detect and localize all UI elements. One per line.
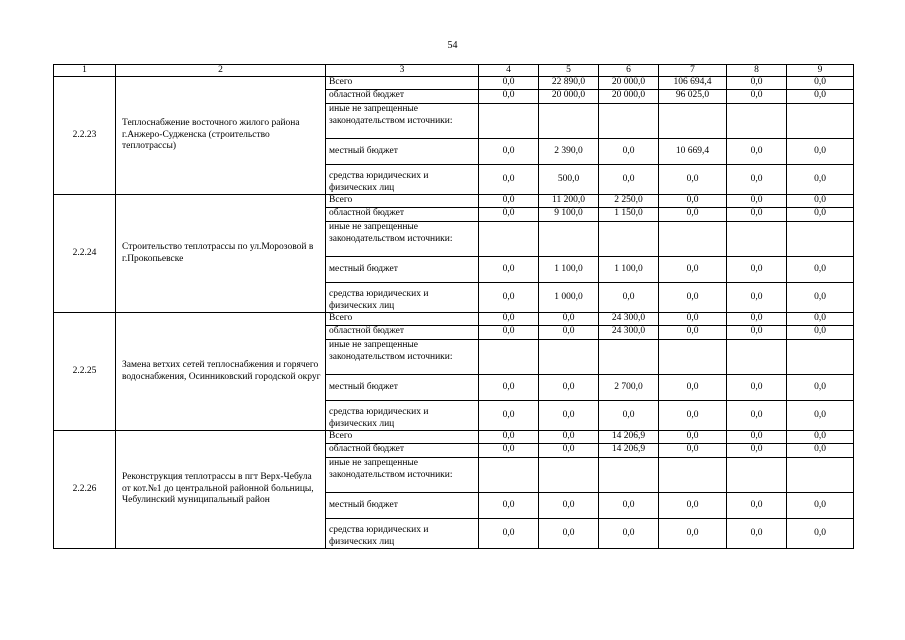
value-cell: 0,0 xyxy=(727,375,787,401)
column-header: 5 xyxy=(539,65,599,77)
value-cell: 0,0 xyxy=(727,519,787,549)
funding-source-label: иные не запрещенные законодательством источники: xyxy=(326,222,479,257)
value-cell xyxy=(599,458,659,493)
header-row xyxy=(54,65,854,77)
value-cell: 2 390,0 xyxy=(539,139,599,165)
value-cell: 14 206,9 xyxy=(599,444,659,458)
value-cell xyxy=(599,104,659,139)
value-cell: 2 250,0 xyxy=(599,195,659,208)
value-cell: 24 300,0 xyxy=(599,313,659,326)
value-cell: 0,0 xyxy=(787,257,854,283)
value-cell xyxy=(787,104,854,139)
value-cell: 0,0 xyxy=(479,444,539,458)
value-cell: 0,0 xyxy=(727,257,787,283)
value-cell xyxy=(727,458,787,493)
project-name: Реконструкция теплотрассы в пгт Верх-Чебула от кот.№1 до центральной районной больницы, Чебулинский муниципальный район xyxy=(116,431,326,549)
value-cell: 0,0 xyxy=(599,165,659,195)
project-code: 2.2.25 xyxy=(54,313,116,431)
value-cell: 0,0 xyxy=(479,313,539,326)
value-cell: 0,0 xyxy=(599,493,659,519)
value-cell xyxy=(787,458,854,493)
value-cell: 0,0 xyxy=(727,208,787,222)
value-cell xyxy=(479,340,539,375)
value-cell: 0,0 xyxy=(659,283,727,313)
value-cell xyxy=(599,340,659,375)
value-cell: 106 694,4 xyxy=(659,77,727,90)
value-cell xyxy=(479,104,539,139)
value-cell: 0,0 xyxy=(599,139,659,165)
value-cell: 0,0 xyxy=(787,313,854,326)
value-cell: 0,0 xyxy=(539,401,599,431)
value-cell: 0,0 xyxy=(479,77,539,90)
funding-source-label: иные не запрещенные законодательством источники: xyxy=(326,340,479,375)
value-cell: 0,0 xyxy=(659,165,727,195)
value-cell xyxy=(727,104,787,139)
value-cell: 0,0 xyxy=(659,493,727,519)
value-cell: 0,0 xyxy=(479,375,539,401)
value-cell: 0,0 xyxy=(787,165,854,195)
column-header: 4 xyxy=(479,65,539,77)
value-cell xyxy=(659,104,727,139)
value-cell: 1 000,0 xyxy=(539,283,599,313)
value-cell: 1 150,0 xyxy=(599,208,659,222)
value-cell xyxy=(539,104,599,139)
value-cell xyxy=(539,340,599,375)
value-cell: 0,0 xyxy=(479,90,539,104)
value-cell: 0,0 xyxy=(479,208,539,222)
value-cell: 0,0 xyxy=(659,431,727,444)
value-cell: 0,0 xyxy=(727,139,787,165)
funding-source-label: средства юридических и физических лиц xyxy=(326,283,479,313)
value-cell: 0,0 xyxy=(727,326,787,340)
value-cell: 0,0 xyxy=(727,401,787,431)
value-cell: 20 000,0 xyxy=(599,90,659,104)
value-cell: 0,0 xyxy=(479,195,539,208)
funding-source-label: местный бюджет xyxy=(326,139,479,165)
project-code: 2.2.23 xyxy=(54,77,116,195)
value-cell: 0,0 xyxy=(659,257,727,283)
value-cell xyxy=(659,222,727,257)
value-cell: 20 000,0 xyxy=(539,90,599,104)
funding-source-label: Всего xyxy=(326,313,479,326)
column-header: 9 xyxy=(787,65,854,77)
funding-source-label: средства юридических и физических лиц xyxy=(326,165,479,195)
value-cell: 500,0 xyxy=(539,165,599,195)
column-header: 2 xyxy=(116,65,326,77)
funding-source-label: областной бюджет xyxy=(326,208,479,222)
value-cell: 0,0 xyxy=(787,283,854,313)
value-cell: 0,0 xyxy=(539,519,599,549)
value-cell: 0,0 xyxy=(659,313,727,326)
funding-source-label: областной бюджет xyxy=(326,90,479,104)
value-cell: 0,0 xyxy=(659,208,727,222)
value-cell: 10 669,4 xyxy=(659,139,727,165)
value-cell: 0,0 xyxy=(787,375,854,401)
value-cell: 1 100,0 xyxy=(599,257,659,283)
value-cell: 0,0 xyxy=(479,326,539,340)
value-cell: 0,0 xyxy=(599,401,659,431)
total-row xyxy=(54,77,854,90)
value-cell: 14 206,9 xyxy=(599,431,659,444)
value-cell: 0,0 xyxy=(659,326,727,340)
value-cell: 0,0 xyxy=(727,165,787,195)
value-cell xyxy=(787,222,854,257)
value-cell xyxy=(787,340,854,375)
funding-source-label: местный бюджет xyxy=(326,493,479,519)
value-cell: 0,0 xyxy=(787,326,854,340)
column-header: 6 xyxy=(599,65,659,77)
value-cell: 0,0 xyxy=(787,90,854,104)
value-cell: 0,0 xyxy=(727,313,787,326)
value-cell: 0,0 xyxy=(539,444,599,458)
value-cell: 0,0 xyxy=(539,375,599,401)
funding-source-label: областной бюджет xyxy=(326,326,479,340)
project-code: 2.2.26 xyxy=(54,431,116,549)
funding-source-label: местный бюджет xyxy=(326,375,479,401)
value-cell xyxy=(727,340,787,375)
funding-source-label: Всего xyxy=(326,431,479,444)
project-name: Замена ветхих сетей теплоснабжения и горячего водоснабжения, Осинниковский городской округ xyxy=(116,313,326,431)
value-cell: 0,0 xyxy=(659,401,727,431)
value-cell: 0,0 xyxy=(659,444,727,458)
value-cell: 0,0 xyxy=(787,493,854,519)
value-cell: 0,0 xyxy=(479,139,539,165)
value-cell: 0,0 xyxy=(479,493,539,519)
value-cell: 0,0 xyxy=(727,195,787,208)
value-cell: 22 890,0 xyxy=(539,77,599,90)
project-name: Теплоснабжение восточного жилого района г.Анжеро-Судженска (строительство теплотрассы) xyxy=(116,77,326,195)
total-row xyxy=(54,195,854,208)
value-cell: 0,0 xyxy=(599,283,659,313)
value-cell: 0,0 xyxy=(539,326,599,340)
funding-source-label: местный бюджет xyxy=(326,257,479,283)
value-cell: 0,0 xyxy=(479,519,539,549)
value-cell: 0,0 xyxy=(727,77,787,90)
value-cell: 0,0 xyxy=(787,431,854,444)
value-cell xyxy=(479,458,539,493)
value-cell: 0,0 xyxy=(539,493,599,519)
value-cell: 96 025,0 xyxy=(659,90,727,104)
value-cell: 0,0 xyxy=(727,444,787,458)
value-cell xyxy=(479,222,539,257)
total-row xyxy=(54,431,854,444)
value-cell: 0,0 xyxy=(479,257,539,283)
column-header: 8 xyxy=(727,65,787,77)
value-cell: 0,0 xyxy=(599,519,659,549)
value-cell: 0,0 xyxy=(787,519,854,549)
value-cell: 0,0 xyxy=(539,313,599,326)
value-cell xyxy=(727,222,787,257)
value-cell: 1 100,0 xyxy=(539,257,599,283)
value-cell: 0,0 xyxy=(479,401,539,431)
total-row xyxy=(54,313,854,326)
value-cell: 0,0 xyxy=(727,283,787,313)
funding-source-label: иные не запрещенные законодательством источники: xyxy=(326,458,479,493)
column-header: 7 xyxy=(659,65,727,77)
value-cell: 0,0 xyxy=(659,519,727,549)
funding-source-label: областной бюджет xyxy=(326,444,479,458)
project-code: 2.2.24 xyxy=(54,195,116,313)
value-cell: 0,0 xyxy=(787,444,854,458)
value-cell: 0,0 xyxy=(727,90,787,104)
value-cell: 9 100,0 xyxy=(539,208,599,222)
value-cell xyxy=(539,458,599,493)
project-name: Строительство теплотрассы по ул.Морозовой в г.Прокопьевске xyxy=(116,195,326,313)
funding-source-label: иные не запрещенные законодательством источники: xyxy=(326,104,479,139)
column-header: 3 xyxy=(326,65,479,77)
value-cell: 0,0 xyxy=(479,165,539,195)
value-cell: 0,0 xyxy=(479,431,539,444)
value-cell: 0,0 xyxy=(787,77,854,90)
value-cell xyxy=(539,222,599,257)
budget-table xyxy=(53,64,854,549)
value-cell: 24 300,0 xyxy=(599,326,659,340)
value-cell xyxy=(599,222,659,257)
value-cell: 0,0 xyxy=(659,195,727,208)
value-cell: 0,0 xyxy=(539,431,599,444)
value-cell: 11 200,0 xyxy=(539,195,599,208)
value-cell: 0,0 xyxy=(787,401,854,431)
value-cell: 0,0 xyxy=(787,139,854,165)
value-cell: 0,0 xyxy=(727,431,787,444)
funding-source-label: средства юридических и физических лиц xyxy=(326,401,479,431)
value-cell: 0,0 xyxy=(479,283,539,313)
value-cell xyxy=(659,458,727,493)
value-cell: 2 700,0 xyxy=(599,375,659,401)
value-cell: 0,0 xyxy=(727,493,787,519)
value-cell: 0,0 xyxy=(659,375,727,401)
value-cell: 20 000,0 xyxy=(599,77,659,90)
column-header: 1 xyxy=(54,65,116,77)
funding-source-label: средства юридических и физических лиц xyxy=(326,519,479,549)
value-cell: 0,0 xyxy=(787,208,854,222)
value-cell: 0,0 xyxy=(787,195,854,208)
funding-source-label: Всего xyxy=(326,77,479,90)
value-cell xyxy=(659,340,727,375)
page-number: 54 xyxy=(447,40,458,51)
funding-source-label: Всего xyxy=(326,195,479,208)
